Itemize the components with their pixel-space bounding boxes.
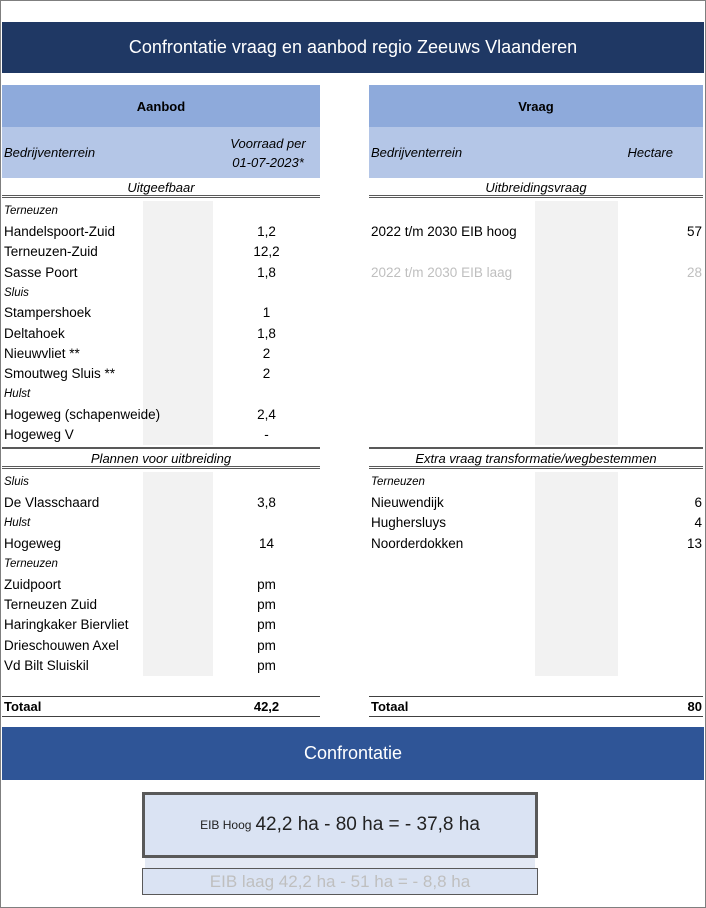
row-value: 6 bbox=[694, 495, 702, 511]
table-row bbox=[369, 425, 703, 445]
aanbod-header: Aanbod bbox=[2, 85, 320, 127]
table-row bbox=[2, 364, 320, 384]
table-row bbox=[2, 492, 320, 512]
row-value: pm bbox=[257, 637, 276, 653]
aanbod-total-row bbox=[2, 696, 320, 717]
row-label: De Vlasschaard bbox=[4, 495, 100, 511]
total-value: 42,2 bbox=[253, 699, 280, 714]
group-label-row bbox=[369, 472, 703, 492]
table-row bbox=[369, 655, 703, 675]
row-label: Hulst bbox=[4, 516, 31, 529]
table-row bbox=[369, 282, 703, 302]
row-label: Nieuwendijk bbox=[371, 495, 444, 511]
table-row bbox=[369, 303, 703, 323]
row-label: Terneuzen Zuid bbox=[4, 596, 98, 612]
column-voorraad-line2: 01-07-2023* bbox=[232, 154, 304, 170]
row-label: Stampershoek bbox=[4, 305, 92, 321]
table-row bbox=[369, 242, 703, 262]
total-value: 80 bbox=[687, 699, 702, 714]
table-row bbox=[369, 492, 703, 512]
table-row bbox=[369, 323, 703, 343]
row-label: Handelspoort-Zuid bbox=[4, 224, 116, 240]
row-label: Sasse Poort bbox=[4, 264, 78, 280]
aanbod-rows-plannen bbox=[2, 472, 320, 675]
row-value: 1,2 bbox=[257, 224, 276, 240]
table-row bbox=[2, 262, 320, 282]
table-row bbox=[369, 221, 703, 241]
row-label: Terneuzen bbox=[4, 557, 58, 570]
row-value: 13 bbox=[686, 535, 702, 551]
row-label: Vd Bilt Sluiskil bbox=[4, 657, 89, 673]
table-row bbox=[369, 201, 703, 221]
column-voorraad-line1: Voorraad per bbox=[230, 135, 306, 151]
aanbod-table bbox=[2, 85, 320, 676]
row-value: pm bbox=[257, 576, 276, 592]
column-voorraad bbox=[218, 134, 318, 172]
row-label: Nieuwvliet ** bbox=[4, 346, 80, 362]
row-value: pm bbox=[257, 657, 276, 673]
table-row bbox=[2, 533, 320, 553]
table-row bbox=[2, 404, 320, 424]
row-label: Terneuzen bbox=[371, 476, 425, 489]
table-row bbox=[369, 513, 703, 533]
table-row bbox=[369, 635, 703, 655]
eib-hoog-calc: 42,2 ha - 80 ha = - 37,8 ha bbox=[255, 814, 480, 835]
row-value: 4 bbox=[694, 515, 702, 531]
vraag-rows-extra bbox=[369, 472, 703, 675]
section-uitbreidingsvraag: Uitbreidingsvraag bbox=[369, 178, 703, 198]
total-label: Totaal bbox=[4, 699, 42, 714]
row-value: 57 bbox=[686, 224, 702, 240]
row-label: Hogeweg (schapenweide) bbox=[4, 407, 161, 423]
group-label-row bbox=[2, 554, 320, 574]
row-label: Terneuzen-Zuid bbox=[4, 244, 98, 260]
row-value: 2 bbox=[262, 346, 271, 362]
section-extra-vraag: Extra vraag transformatie/wegbestemmen bbox=[369, 447, 703, 469]
group-label-row bbox=[2, 472, 320, 492]
table-row bbox=[2, 615, 320, 635]
eib-hoog-result bbox=[142, 792, 538, 858]
row-label: Terneuzen bbox=[4, 205, 58, 218]
row-label: Hughersluys bbox=[371, 515, 447, 531]
column-hectare: Hectare bbox=[627, 145, 673, 160]
table-row bbox=[2, 303, 320, 323]
row-label: Hogeweg V bbox=[4, 427, 74, 443]
table-row bbox=[369, 384, 703, 404]
row-label: Noorderdokken bbox=[371, 535, 464, 551]
row-label: Drieschouwen Axel bbox=[4, 637, 119, 653]
row-value: 3,8 bbox=[257, 495, 276, 511]
page-title: Confrontatie vraag en aanbod regio Zeeuws Vlaanderen bbox=[2, 22, 704, 73]
section-uitgeefbaar: Uitgeefbaar bbox=[2, 178, 320, 198]
table-row bbox=[369, 574, 703, 594]
table-row bbox=[2, 574, 320, 594]
vraag-column-headers bbox=[369, 127, 703, 178]
vraag-total-row bbox=[369, 696, 703, 717]
row-label: 2022 t/m 2030 EIB laag bbox=[371, 264, 513, 280]
row-value: pm bbox=[257, 596, 276, 612]
row-label: Haringkaker Biervliet bbox=[4, 617, 129, 633]
table-row bbox=[369, 343, 703, 363]
table-row bbox=[369, 364, 703, 384]
table-row bbox=[2, 594, 320, 614]
group-label-row bbox=[2, 513, 320, 533]
row-value: pm bbox=[257, 617, 276, 633]
row-label: Zuidpoort bbox=[4, 576, 62, 592]
row-value: 1,8 bbox=[257, 325, 276, 341]
section-plannen: Plannen voor uitbreiding bbox=[2, 447, 320, 469]
group-label-row bbox=[2, 282, 320, 302]
vraag-rows-uitbreiding bbox=[369, 201, 703, 445]
column-bedrijventerrein: Bedrijventerrein bbox=[371, 145, 463, 160]
confrontatie-header: Confrontatie bbox=[2, 727, 704, 780]
row-value: 2,4 bbox=[257, 407, 276, 423]
table-row bbox=[369, 262, 703, 282]
vraag-header: Vraag bbox=[369, 85, 703, 127]
group-label-row bbox=[2, 201, 320, 221]
table-row bbox=[2, 221, 320, 241]
total-label: Totaal bbox=[371, 699, 409, 714]
table-row bbox=[369, 554, 703, 574]
table-row bbox=[2, 343, 320, 363]
eib-hoog-label: EIB Hoog bbox=[200, 818, 252, 832]
column-bedrijventerrein: Bedrijventerrein bbox=[4, 145, 96, 160]
row-label: Hulst bbox=[4, 388, 31, 401]
aanbod-column-headers bbox=[2, 127, 320, 178]
row-label: Sluis bbox=[4, 476, 29, 489]
row-value: - bbox=[264, 427, 269, 443]
table-row bbox=[369, 533, 703, 553]
row-label: Smoutweg Sluis ** bbox=[4, 366, 116, 382]
table-row bbox=[369, 404, 703, 424]
box-shadow-strip bbox=[145, 858, 535, 868]
row-label: 2022 t/m 2030 EIB hoog bbox=[371, 224, 517, 240]
row-value: 14 bbox=[258, 535, 275, 551]
row-value: 2 bbox=[262, 366, 271, 382]
aanbod-rows-uitgeefbaar bbox=[2, 201, 320, 445]
table-row bbox=[2, 655, 320, 675]
vraag-table bbox=[369, 85, 703, 676]
table-row bbox=[369, 615, 703, 635]
row-label: Sluis bbox=[4, 286, 29, 299]
table-row bbox=[2, 425, 320, 445]
row-value: 1 bbox=[262, 305, 271, 321]
table-row bbox=[2, 635, 320, 655]
row-label: Deltahoek bbox=[4, 325, 65, 341]
row-value: 28 bbox=[686, 264, 702, 280]
row-label: Hogeweg bbox=[4, 535, 62, 551]
table-row bbox=[2, 242, 320, 262]
row-value: 12,2 bbox=[253, 244, 280, 260]
row-value: 1,8 bbox=[257, 264, 276, 280]
table-row bbox=[369, 594, 703, 614]
eib-laag-result: EIB laag 42,2 ha - 51 ha = - 8,8 ha bbox=[142, 868, 538, 895]
group-label-row bbox=[2, 384, 320, 404]
table-row bbox=[2, 323, 320, 343]
